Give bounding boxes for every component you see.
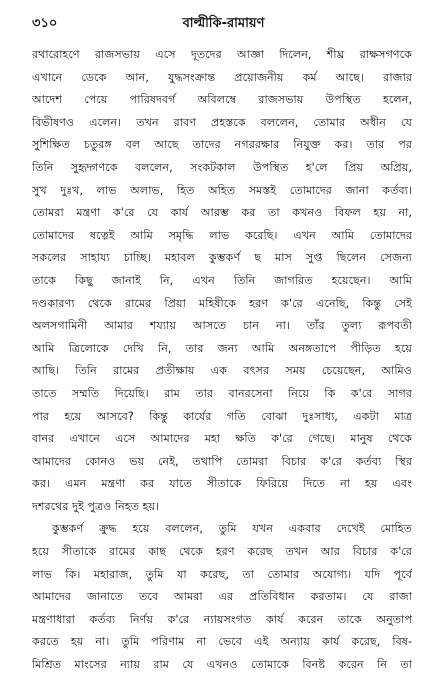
- text-line: তোমাদের ষত্নেই আমি সমৃদ্ধি লাভ করেছি। এখন আমি তোমাদের: [32, 228, 412, 242]
- text-line: অলসগামিনী আমার শয্যায় আসতে চান না। তাঁর তুল্য রূপবতী: [32, 319, 412, 333]
- text-line: করতে হয় না। তুমি পরিণাম না ভেবে এই অন্যায় কার্য করেছ, বিষ-: [32, 635, 412, 649]
- text-line: সুখ দুঃখ, লাভ অলাভ, হিত অহিত সমস্তই তোমাদের জানা কর্তব্য।: [32, 183, 412, 197]
- text-line: কর। এমন মন্ত্রণা কর যাতে সীতাকে ফিরিয়ে দিতে না হয় এবং: [32, 477, 412, 491]
- text-line: সকলের সাহায্য চাচ্ছি। মহাবল কুম্ভকর্ণ ছ মাস সুপ্ত ছিলেন সেজন্য: [32, 251, 412, 265]
- text-line: কুম্ভকর্ণ ক্রুদ্ধ হয়ে বললেন, তুমি যখন একবার দেখেই মোহিত: [52, 522, 412, 536]
- text-line: মন্ত্রণাধারা কর্তব্য নির্ণয় ক'রে ন্যায়সংগত কার্য করেন তাকে অনুতাপ: [32, 612, 412, 626]
- text-line: আছি। তিনি রামের প্রতীক্ষায় এক বৎসর সময় চেয়েছেন, আমিও: [32, 364, 412, 378]
- page-number: ৩১০: [32, 16, 58, 31]
- running-title: বাল্মীকি-রামায়ণ: [182, 16, 265, 31]
- text-line: বানর এখানে এসে আমাদের মহা ক্ষতি ক'রে গেছে। মানুষ থেকে: [32, 432, 412, 446]
- text-line: বিভীষণও এলেন। তখন রাবণ প্রহস্তকে বললেন, তোমার অধীন যে: [32, 115, 412, 129]
- paragraph-2: [32, 518, 412, 676]
- text-line: এখানে ডেকে আন, যুদ্ধসংক্রান্ত প্রয়োজনীয় কর্ম আছে। রাজার: [32, 70, 412, 84]
- text-line: তাতে সম্মতি দিয়েছি। রাম তার বানরসেনা নিয়ে কি ক'রে সাগর: [32, 386, 412, 400]
- text-line: তাকে কিছু জানাই নি, এখন তিনি জাগরিত হয়েছেন। আমি: [32, 273, 412, 287]
- text-line: রথারোহণে রাজসভায় এসে দূতদের আজ্ঞা দিলেন, শীঘ্র রাক্ষসগণকে: [32, 48, 412, 61]
- body-text: [32, 44, 412, 677]
- text-line: হয়ে সীতাকে রামের কাছ থেকে হরণ করেছ তখন আর বিচার ক'রে: [32, 545, 412, 559]
- text-line: আমাদের কোনও ভয় নেই, তথাপি তোমরা বিচার ক'রে কর্তব্য স্থির: [32, 454, 412, 468]
- page-header: [32, 14, 415, 36]
- text-line: তিনি সুহৃদ্গণকে বললেন, সংকটকাল উপস্থিত হ'লে প্রিয় অপ্রিয়,: [32, 160, 412, 174]
- text-line: লাভ কি। মহারাজ, তুমি যা করেছ, তা তোমার অযোগ্য। যদি পূর্বে: [32, 567, 412, 581]
- paragraph-1: [32, 44, 412, 518]
- text-line: দণ্ডকারণ্য থেকে রামের প্রিয়া মহিষীকে হরণ ক'রে এনেছি, কিন্তু সেই: [32, 296, 412, 310]
- text-line: পার হয়ে আসবে? কিন্তু কার্যের গতি বোঝা দুঃসাধ্য, একটা মাত্র: [32, 409, 412, 423]
- text-line: দশরথের দুই পুত্রও নিহত হয়।: [32, 499, 160, 513]
- text-line: আদেশ পেয়ে পারিষদবর্গ অবিলম্বে রাজসভায় উপস্থিত হলেন,: [32, 93, 412, 107]
- text-line: তোমরা মন্ত্রণা ক'রে যে কার্য আরম্ভ কর তা কখনও বিফল হয় না,: [32, 206, 412, 220]
- text-line: আমি ত্রিলোকে দেখি নি, তার জন্য আমি অনঙ্গতাপে পীড়িত হয়ে: [32, 341, 412, 355]
- text-line: সুশিক্ষিত চতুরঙ্গ বল আছে তাদের নগররক্ষার নিযুক্ত কর। তার পর: [32, 138, 412, 152]
- text-line: আমাদের জানাতে তবে আমরা এর প্রতিবিধান করতাম। যে রাজা: [32, 590, 412, 604]
- text-line: মিশ্রিত মাংসের ন্যায় রাম যে এখনও তোমাকে বিনষ্ট করেন নি তা: [32, 658, 412, 672]
